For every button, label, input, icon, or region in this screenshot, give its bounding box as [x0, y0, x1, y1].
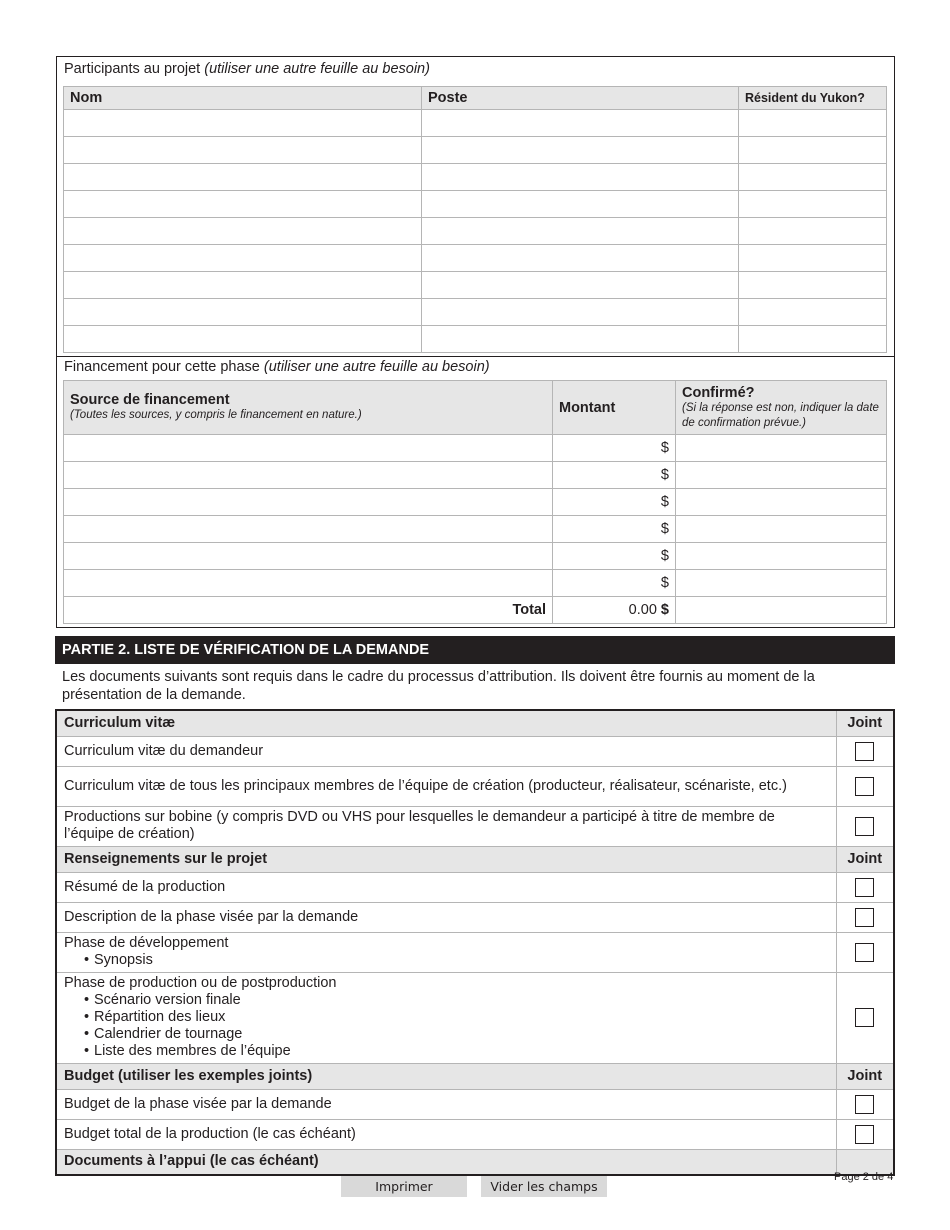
print-button[interactable]: Imprimer [341, 1176, 467, 1197]
checklist-cell [836, 736, 894, 766]
participant-role-field[interactable] [422, 272, 739, 299]
participant-name-field[interactable] [64, 164, 422, 191]
section-title: Curriculum vitæ [56, 710, 836, 736]
funding-source-field[interactable] [64, 489, 553, 516]
section-title: Documents à l’appui (le cas échéant) [56, 1149, 836, 1175]
attached-checkbox[interactable] [855, 943, 874, 962]
participant-row [64, 191, 887, 218]
participant-resident-field[interactable] [739, 299, 887, 326]
attached-column-label: Joint [836, 710, 894, 736]
participant-name-field[interactable] [64, 137, 422, 164]
col-role: Poste [422, 87, 739, 110]
checklist-item-label: Curriculum vitæ du demandeur [56, 736, 836, 766]
project-info-box [56, 56, 895, 628]
funding-amount-field[interactable]: $ [553, 462, 676, 489]
attached-checkbox[interactable] [855, 878, 874, 897]
checklist-item [56, 806, 894, 846]
participant-row [64, 164, 887, 191]
participant-role-field[interactable] [422, 218, 739, 245]
checklist-cell [836, 806, 894, 846]
participant-row [64, 110, 887, 137]
checklist-item-label: Budget de la phase visée par la demande [56, 1089, 836, 1119]
checklist-item-label: Budget total de la production (le cas échéant) [56, 1119, 836, 1149]
attached-checkbox[interactable] [855, 908, 874, 927]
checklist-cell [836, 766, 894, 806]
checklist-table [55, 709, 895, 1176]
participant-row [64, 299, 887, 326]
attached-checkbox[interactable] [855, 1095, 874, 1114]
participant-name-field[interactable] [64, 299, 422, 326]
participant-row [64, 326, 887, 353]
participant-name-field[interactable] [64, 272, 422, 299]
funding-confirmed-field[interactable] [676, 516, 887, 543]
checklist-item-label: Curriculum vitæ de tous les principaux membres de l’équipe de création (producteur, réalisateur, scénariste, etc.) [56, 766, 836, 806]
section-title: Budget (utiliser les exemples joints) [56, 1063, 836, 1089]
checklist-item-label: Productions sur bobine (y compris DVD ou VHS pour lesquelles le demandeur a participé à titre de membre de l’équipe de création) [56, 806, 836, 846]
section-title: Renseignements sur le projet [56, 846, 836, 872]
checklist-bullet: • Synopsis [64, 952, 829, 969]
checklist-cell [836, 872, 894, 902]
participant-resident-field[interactable] [739, 191, 887, 218]
checklist-bullet: • Répartition des lieux [64, 1009, 829, 1026]
checklist-cell [836, 902, 894, 932]
funding-confirmed-field[interactable] [676, 543, 887, 570]
checklist-section-header [56, 1149, 894, 1175]
participant-role-field[interactable] [422, 191, 739, 218]
col-source: Source de financement (Toutes les sources, y compris le financement en nature.) [64, 381, 553, 435]
checklist-item-label: Description de la phase visée par la demande [56, 902, 836, 932]
page-number: Page 2 de 4 [834, 1171, 894, 1183]
funding-amount-field[interactable]: $ [553, 516, 676, 543]
checklist-item-label: Phase de développement • Synopsis [56, 932, 836, 972]
funding-confirmed-field[interactable] [676, 435, 887, 462]
funding-total-row [64, 597, 887, 624]
checklist-item [56, 902, 894, 932]
funding-row [64, 489, 887, 516]
funding-source-field[interactable] [64, 462, 553, 489]
participant-name-field[interactable] [64, 191, 422, 218]
funding-source-field[interactable] [64, 570, 553, 597]
participant-role-field[interactable] [422, 326, 739, 353]
funding-amount-field[interactable]: $ [553, 570, 676, 597]
participants-caption: Participants au projet (utiliser une autre feuille au besoin) [64, 61, 430, 77]
funding-row [64, 516, 887, 543]
participant-resident-field[interactable] [739, 218, 887, 245]
total-label: Total [64, 597, 553, 624]
attached-checkbox[interactable] [855, 817, 874, 836]
col-confirmed: Confirmé? (Si la réponse est non, indiquer la date de confirmation prévue.) [676, 381, 887, 435]
participant-resident-field[interactable] [739, 110, 887, 137]
part2-header: PARTIE 2. LISTE DE VÉRIFICATION DE LA DEMANDE [55, 636, 895, 664]
funding-table [63, 380, 887, 624]
checklist-cell [836, 972, 894, 1063]
participant-name-field[interactable] [64, 218, 422, 245]
checklist-item [56, 872, 894, 902]
clear-fields-button[interactable]: Vider les champs [481, 1176, 607, 1197]
checklist-cell [836, 1119, 894, 1149]
attached-checkbox[interactable] [855, 742, 874, 761]
participant-role-field[interactable] [422, 245, 739, 272]
funding-amount-field[interactable]: $ [553, 543, 676, 570]
total-amount: 0.00 $ [553, 597, 676, 624]
participant-role-field[interactable] [422, 299, 739, 326]
attached-checkbox[interactable] [855, 1125, 874, 1144]
attached-column-label: Joint [836, 1063, 894, 1089]
participant-role-field[interactable] [422, 137, 739, 164]
funding-source-field[interactable] [64, 435, 553, 462]
funding-confirmed-field[interactable] [676, 570, 887, 597]
checklist-cell [836, 1089, 894, 1119]
funding-caption: Financement pour cette phase (utiliser une autre feuille au besoin) [64, 359, 490, 375]
checklist-cell [836, 932, 894, 972]
participant-row [64, 272, 887, 299]
attached-checkbox[interactable] [855, 777, 874, 796]
funding-confirmed-field[interactable] [676, 489, 887, 516]
participant-name-field[interactable] [64, 326, 422, 353]
checklist-section-header [56, 710, 894, 736]
funding-amount-field[interactable]: $ [553, 489, 676, 516]
col-amount: Montant [553, 381, 676, 435]
funding-source-field[interactable] [64, 516, 553, 543]
checklist-item-label: Résumé de la production [56, 872, 836, 902]
checklist-item [56, 766, 894, 806]
checklist-bullet: • Liste des membres de l’équipe [64, 1043, 829, 1060]
checklist-bullet: • Scénario version finale [64, 992, 829, 1009]
participant-resident-field[interactable] [739, 272, 887, 299]
funding-row [64, 462, 887, 489]
attached-checkbox[interactable] [855, 1008, 874, 1027]
funding-confirmed-field[interactable] [676, 462, 887, 489]
col-name: Nom [64, 87, 422, 110]
participant-row [64, 245, 887, 272]
checklist-item [56, 1089, 894, 1119]
funding-row [64, 543, 887, 570]
participant-resident-field[interactable] [739, 326, 887, 353]
checklist-item [56, 736, 894, 766]
funding-amount-field[interactable]: $ [553, 435, 676, 462]
participant-name-field[interactable] [64, 245, 422, 272]
checklist-item-label: Phase de production ou de postproduction • Scénario version finale • Répartition des lieux • Calendrier de tournage • Liste des membres de l’équipe [56, 972, 836, 1063]
participant-resident-field[interactable] [739, 245, 887, 272]
participant-role-field[interactable] [422, 110, 739, 137]
participant-resident-field[interactable] [739, 164, 887, 191]
total-confirmed-cell [676, 597, 887, 624]
participant-row [64, 137, 887, 164]
checklist-item [56, 972, 894, 1063]
col-resident: Résident du Yukon? [739, 87, 887, 110]
part2-intro: Les documents suivants sont requis dans le cadre du processus d’attribution. Ils doivent être fournis au moment de la présentation de la demande. [62, 669, 815, 703]
participant-name-field[interactable] [64, 110, 422, 137]
funding-row [64, 570, 887, 597]
checklist-section-header [56, 1063, 894, 1089]
attached-column-label: Joint [836, 846, 894, 872]
checklist-section-header [56, 846, 894, 872]
funding-source-field[interactable] [64, 543, 553, 570]
section-divider [57, 356, 894, 357]
participant-resident-field[interactable] [739, 137, 887, 164]
participant-role-field[interactable] [422, 164, 739, 191]
participants-table [63, 86, 887, 353]
checklist-bullet: • Calendrier de tournage [64, 1026, 829, 1043]
funding-row [64, 435, 887, 462]
checklist-item [56, 1119, 894, 1149]
checklist-item [56, 932, 894, 972]
participant-row [64, 218, 887, 245]
